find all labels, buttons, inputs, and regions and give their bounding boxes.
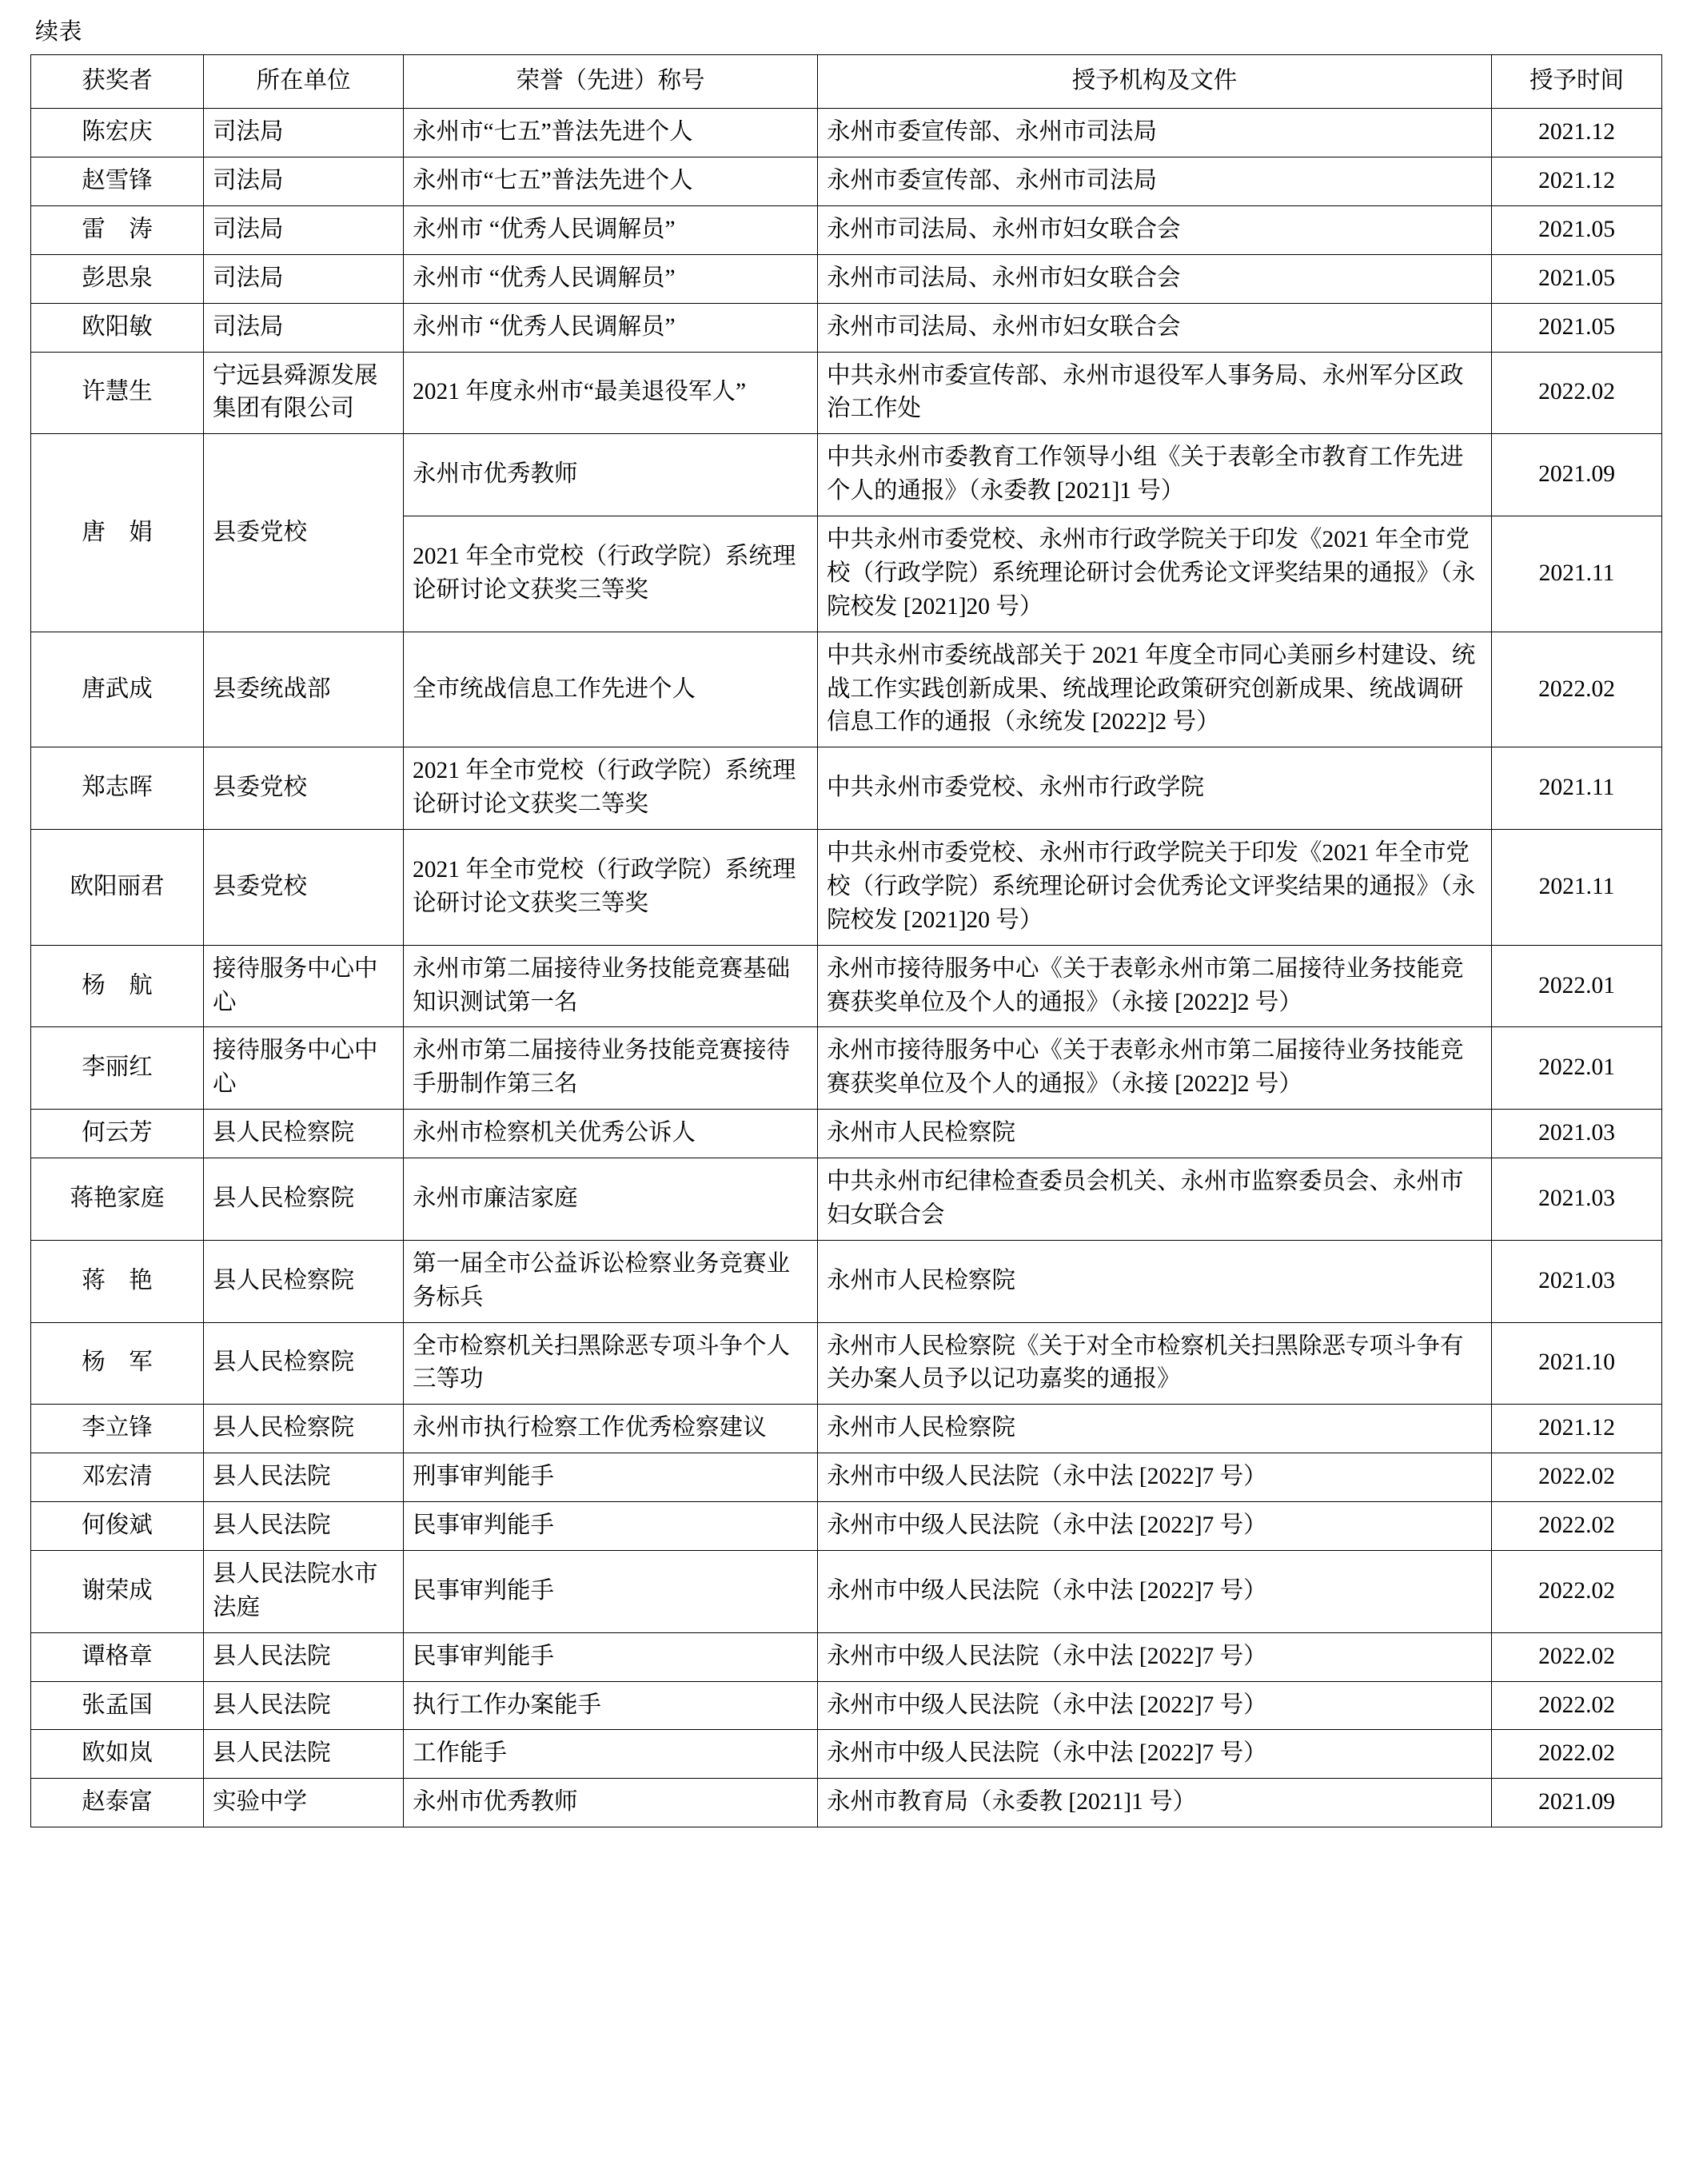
table-row	[31, 830, 1662, 946]
cell-unit: 县人民法院水市法庭	[204, 1550, 404, 1632]
cell-granting-organization: 永州市教育局（永委教 [2021]1 号）	[818, 1779, 1492, 1827]
cell-honor-title: 永州市 “优秀人民调解员”	[404, 303, 818, 352]
cell-granting-organization: 永州市中级人民法院（永中法 [2022]7 号）	[818, 1550, 1492, 1632]
cell-recipient-name: 唐武成	[31, 632, 204, 747]
cell-award-date: 2021.05	[1492, 303, 1662, 352]
cell-recipient-name: 雷 涛	[31, 205, 204, 254]
cell-award-date: 2021.12	[1492, 1405, 1662, 1453]
cell-recipient-name: 张孟国	[31, 1681, 204, 1730]
cell-unit: 县人民法院	[204, 1632, 404, 1681]
cell-granting-organization: 中共永州市委党校、永州市行政学院关于印发《2021 年全市党校（行政学院）系统理论研讨会优秀论文评奖结果的通报》（永院校发 [2021]20 号）	[818, 516, 1492, 632]
cell-recipient-name: 许慧生	[31, 352, 204, 434]
cell-award-date: 2021.09	[1492, 434, 1662, 516]
table-row	[31, 1240, 1662, 1322]
cell-granting-organization: 永州市接待服务中心《关于表彰永州市第二届接待业务技能竞赛获奖单位及个人的通报》（永接 [2022]2 号）	[818, 945, 1492, 1027]
cell-award-date: 2021.05	[1492, 254, 1662, 303]
cell-recipient-name: 谭格章	[31, 1632, 204, 1681]
cell-unit: 县人民法院	[204, 1502, 404, 1551]
cell-granting-organization: 中共永州市委统战部关于 2021 年度全市同心美丽乡村建设、统战工作实践创新成果、统战理论政策研究创新成果、统战调研信息工作的通报（永统发 [2022]2 号）	[818, 632, 1492, 747]
cell-granting-organization: 永州市委宣传部、永州市司法局	[818, 157, 1492, 206]
cell-award-date: 2021.11	[1492, 516, 1662, 632]
column-header-honor: 荣誉（先进）称号	[404, 55, 818, 109]
table-row	[31, 1779, 1662, 1827]
cell-recipient-name: 李丽红	[31, 1027, 204, 1110]
table-row	[31, 632, 1662, 747]
cell-granting-organization: 中共永州市委党校、永州市行政学院关于印发《2021 年全市党校（行政学院）系统理论研讨会优秀论文评奖结果的通报》（永院校发 [2021]20 号）	[818, 830, 1492, 946]
cell-honor-title: 永州市优秀教师	[404, 1779, 818, 1827]
cell-granting-organization: 中共永州市委宣传部、永州市退役军人事务局、永州军分区政治工作处	[818, 352, 1492, 434]
cell-award-date: 2021.03	[1492, 1158, 1662, 1241]
cell-unit: 司法局	[204, 205, 404, 254]
cell-unit: 县人民法院	[204, 1681, 404, 1730]
cell-recipient-name: 郑志晖	[31, 747, 204, 830]
cell-recipient-name: 彭思泉	[31, 254, 204, 303]
cell-unit: 县人民检察院	[204, 1158, 404, 1241]
cell-recipient-name: 唐 娟	[31, 434, 204, 632]
cell-granting-organization: 中共永州市纪律检查委员会机关、永州市监察委员会、永州市妇女联合会	[818, 1158, 1492, 1241]
table-row	[31, 1453, 1662, 1502]
cell-award-date: 2021.11	[1492, 747, 1662, 830]
cell-award-date: 2021.03	[1492, 1240, 1662, 1322]
cell-recipient-name: 赵雪锋	[31, 157, 204, 206]
cell-award-date: 2021.10	[1492, 1322, 1662, 1405]
cell-award-date: 2021.09	[1492, 1779, 1662, 1827]
cell-honor-title: 永州市优秀教师	[404, 434, 818, 516]
table-row	[31, 254, 1662, 303]
cell-award-date: 2022.01	[1492, 945, 1662, 1027]
cell-unit: 县人民法院	[204, 1453, 404, 1502]
column-header-org: 授予机构及文件	[818, 55, 1492, 109]
cell-honor-title: 永州市廉洁家庭	[404, 1158, 818, 1241]
cell-honor-title: 永州市第二届接待业务技能竞赛基础知识测试第一名	[404, 945, 818, 1027]
cell-award-date: 2021.12	[1492, 157, 1662, 206]
cell-unit: 宁远县舜源发展集团有限公司	[204, 352, 404, 434]
cell-recipient-name: 欧阳敏	[31, 303, 204, 352]
cell-recipient-name: 赵泰富	[31, 1779, 204, 1827]
cell-unit: 县委党校	[204, 830, 404, 946]
cell-unit: 司法局	[204, 303, 404, 352]
cell-award-date: 2022.02	[1492, 1453, 1662, 1502]
cell-honor-title: 永州市 “优秀人民调解员”	[404, 205, 818, 254]
table-row	[31, 157, 1662, 206]
cell-honor-title: 永州市执行检察工作优秀检察建议	[404, 1405, 818, 1453]
table-row	[31, 205, 1662, 254]
table-row	[31, 109, 1662, 157]
cell-recipient-name: 欧阳丽君	[31, 830, 204, 946]
cell-honor-title: 刑事审判能手	[404, 1453, 818, 1502]
cell-unit: 司法局	[204, 254, 404, 303]
cell-recipient-name: 欧如岚	[31, 1730, 204, 1779]
cell-granting-organization: 永州市人民检察院《关于对全市检察机关扫黑除恶专项斗争有关办案人员予以记功嘉奖的通报》	[818, 1322, 1492, 1405]
table-row	[31, 1502, 1662, 1551]
cell-honor-title: 永州市第二届接待业务技能竞赛接待手册制作第三名	[404, 1027, 818, 1110]
cell-honor-title: 工作能手	[404, 1730, 818, 1779]
cell-recipient-name: 杨 航	[31, 945, 204, 1027]
cell-granting-organization: 永州市人民检察院	[818, 1110, 1492, 1158]
cell-granting-organization: 永州市中级人民法院（永中法 [2022]7 号）	[818, 1730, 1492, 1779]
cell-honor-title: 全市统战信息工作先进个人	[404, 632, 818, 747]
cell-granting-organization: 中共永州市委党校、永州市行政学院	[818, 747, 1492, 830]
cell-granting-organization: 永州市司法局、永州市妇女联合会	[818, 303, 1492, 352]
table-row	[31, 1730, 1662, 1779]
cell-honor-title: 永州市检察机关优秀公诉人	[404, 1110, 818, 1158]
cell-recipient-name: 李立锋	[31, 1405, 204, 1453]
cell-award-date: 2022.02	[1492, 1502, 1662, 1551]
cell-unit: 县人民检察院	[204, 1405, 404, 1453]
cell-recipient-name: 蒋 艳	[31, 1240, 204, 1322]
cell-unit: 县委党校	[204, 434, 404, 632]
table-row	[31, 1681, 1662, 1730]
table-row	[31, 1550, 1662, 1632]
cell-unit: 县委党校	[204, 747, 404, 830]
table-row	[31, 434, 1662, 516]
cell-award-date: 2022.02	[1492, 352, 1662, 434]
cell-recipient-name: 谢荣成	[31, 1550, 204, 1632]
cell-granting-organization: 永州市司法局、永州市妇女联合会	[818, 254, 1492, 303]
cell-award-date: 2021.11	[1492, 830, 1662, 946]
cell-award-date: 2021.03	[1492, 1110, 1662, 1158]
cell-unit: 司法局	[204, 109, 404, 157]
table-header	[31, 55, 1662, 109]
table-row	[31, 1027, 1662, 1110]
cell-honor-title: 2021 年全市党校（行政学院）系统理论研讨论文获奖三等奖	[404, 830, 818, 946]
cell-unit: 县委统战部	[204, 632, 404, 747]
cell-unit: 县人民检察院	[204, 1110, 404, 1158]
cell-recipient-name: 何云芳	[31, 1110, 204, 1158]
cell-honor-title: 2021 年度永州市“最美退役军人”	[404, 352, 818, 434]
table-row	[31, 1158, 1662, 1241]
cell-honor-title: 第一届全市公益诉讼检察业务竞赛业务标兵	[404, 1240, 818, 1322]
cell-honor-title: 永州市“七五”普法先进个人	[404, 157, 818, 206]
cell-award-date: 2022.02	[1492, 1681, 1662, 1730]
table-row	[31, 747, 1662, 830]
cell-granting-organization: 永州市中级人民法院（永中法 [2022]7 号）	[818, 1681, 1492, 1730]
cell-granting-organization: 永州市接待服务中心《关于表彰永州市第二届接待业务技能竞赛获奖单位及个人的通报》（永接 [2022]2 号）	[818, 1027, 1492, 1110]
award-recipients-table	[30, 54, 1662, 1827]
cell-granting-organization: 永州市中级人民法院（永中法 [2022]7 号）	[818, 1453, 1492, 1502]
cell-honor-title: 2021 年全市党校（行政学院）系统理论研讨论文获奖三等奖	[404, 516, 818, 632]
cell-unit: 县人民检察院	[204, 1240, 404, 1322]
cell-award-date: 2021.05	[1492, 205, 1662, 254]
cell-award-date: 2022.01	[1492, 1027, 1662, 1110]
continuation-label: 续表	[35, 19, 83, 45]
cell-honor-title: 永州市 “优秀人民调解员”	[404, 254, 818, 303]
cell-granting-organization: 中共永州市委教育工作领导小组《关于表彰全市教育工作先进个人的通报》（永委教 [2021]1 号）	[818, 434, 1492, 516]
cell-granting-organization: 永州市司法局、永州市妇女联合会	[818, 205, 1492, 254]
table-body	[31, 109, 1662, 1827]
cell-award-date: 2022.02	[1492, 1730, 1662, 1779]
table-row	[31, 303, 1662, 352]
cell-honor-title: 民事审判能手	[404, 1550, 818, 1632]
cell-unit: 司法局	[204, 157, 404, 206]
column-header-date: 授予时间	[1492, 55, 1662, 109]
cell-unit: 县人民检察院	[204, 1322, 404, 1405]
cell-granting-organization: 永州市人民检察院	[818, 1405, 1492, 1453]
table-row	[31, 352, 1662, 434]
cell-honor-title: 民事审判能手	[404, 1502, 818, 1551]
cell-unit: 接待服务中心中心	[204, 945, 404, 1027]
cell-recipient-name: 陈宏庆	[31, 109, 204, 157]
cell-granting-organization: 永州市委宣传部、永州市司法局	[818, 109, 1492, 157]
table-row	[31, 1322, 1662, 1405]
cell-award-date: 2021.12	[1492, 109, 1662, 157]
cell-granting-organization: 永州市中级人民法院（永中法 [2022]7 号）	[818, 1632, 1492, 1681]
cell-granting-organization: 永州市中级人民法院（永中法 [2022]7 号）	[818, 1502, 1492, 1551]
cell-honor-title: 执行工作办案能手	[404, 1681, 818, 1730]
cell-honor-title: 2021 年全市党校（行政学院）系统理论研讨论文获奖二等奖	[404, 747, 818, 830]
cell-award-date: 2022.02	[1492, 632, 1662, 747]
table-row	[31, 1632, 1662, 1681]
cell-honor-title: 永州市“七五”普法先进个人	[404, 109, 818, 157]
column-header-unit: 所在单位	[204, 55, 404, 109]
cell-unit: 县人民法院	[204, 1730, 404, 1779]
table-row	[31, 945, 1662, 1027]
cell-unit: 实验中学	[204, 1779, 404, 1827]
table-row	[31, 1110, 1662, 1158]
table-header-row	[31, 55, 1662, 109]
column-header-name: 获奖者	[31, 55, 204, 109]
cell-honor-title: 民事审判能手	[404, 1632, 818, 1681]
table-row	[31, 1405, 1662, 1453]
cell-recipient-name: 蒋艳家庭	[31, 1158, 204, 1241]
cell-award-date: 2022.02	[1492, 1632, 1662, 1681]
cell-recipient-name: 杨 军	[31, 1322, 204, 1405]
cell-honor-title: 全市检察机关扫黑除恶专项斗争个人三等功	[404, 1322, 818, 1405]
cell-recipient-name: 邓宏清	[31, 1453, 204, 1502]
cell-award-date: 2022.02	[1492, 1550, 1662, 1632]
cell-recipient-name: 何俊斌	[31, 1502, 204, 1551]
cell-unit: 接待服务中心中心	[204, 1027, 404, 1110]
cell-granting-organization: 永州市人民检察院	[818, 1240, 1492, 1322]
